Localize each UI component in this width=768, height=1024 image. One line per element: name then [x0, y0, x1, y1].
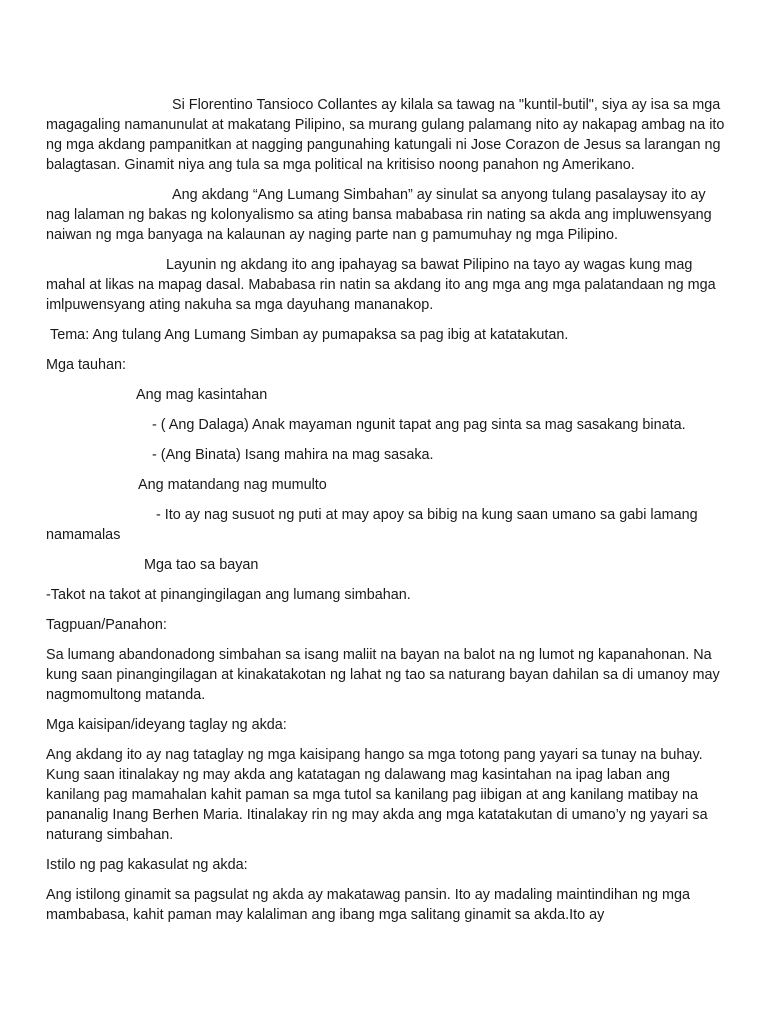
tauhan-mag-kasintahan: Ang mag kasintahan: [136, 387, 268, 403]
paragraph-layunin: Layunin ng akdang ito ang ipahayag sa bawat Pilipino na tayo ay wagas kung mag mahal at likas na mapag dasal. Mababasa rin natin sa akdang ito ang mga ang mga palatandaan ng mga imlpuwensyang ating nakuha sa mga dayuhang mananakop.: [46, 257, 716, 313]
tagpuan-heading: Tagpuan/Panahon:: [46, 617, 167, 633]
tauhan-heading: Mga tauhan:: [46, 357, 127, 373]
tema-line: Tema: Ang tulang Ang Lumang Simban ay pumapaksa sa pag ibig at katatakutan.: [50, 327, 569, 343]
kaisipan-heading: Mga kaisipan/ideyang taglay ng akda:: [46, 717, 287, 733]
document-page: [46, 95, 726, 935]
paragraph-akda-intro: Ang akdang “Ang Lumang Simbahan” ay sinulat sa anyong tulang pasalaysay ito ay nag lalaman ng bakas ng kolonyalismo sa ating bansa mababasa rin nating sa akda ang impluwensyang naiwan ng mga banyaga na kalaunan ay naging parte nan g pamumuhay ng mga Pilipino.: [46, 187, 712, 243]
kaisipan-text: Ang akdang ito ay nag tataglay ng mga kaisipang hango sa mga totong pang yayari sa tunay na buhay. Kung saan itinalakay ng may akda ang katatagan ng dalawang mag kasintahan na ipag laban ang kanilang pag mamahalan kahit paman sa mga tutol sa kanilang pag iibigan at ang kanilang matibay na pananalig Inang Berhen Maria. Itinalakay rin ng may akda ang mga katatakutan di umano’y ng yayari sa naturang simbahan.: [46, 747, 708, 843]
paragraph-author-intro: Si Florentino Tansioco Collantes ay kilala sa tawag na "kuntil-butil", siya ay isa sa mga magagaling namanunulat at makatang Pilipino, sa murang gulang palamang nito ay nakapag ambag na ito ng mga akdang pampanitkan at nagging pangunahing katungali ni Jose Corazon de Jesus sa larangan ng balagtasan. Ginamit niya ang tula sa mga political na kritisiso noong panahon ng Amerikano.: [46, 97, 725, 173]
tauhan-matanda-desc: - Ito ay nag susuot ng puti at may apoy sa bibig na kung saan umano sa gabi lamang namamalas: [46, 507, 698, 543]
istilo-text: Ang istilong ginamit sa pagsulat ng akda ay makatawag pansin. Ito ay madaling maintindihan ng mga mambabasa, kahit paman may kalaliman ang ibang mga salitang ginamit sa akda.Ito ay: [46, 887, 690, 923]
tagpuan-text: Sa lumang abandonadong simbahan sa isang maliit na bayan na balot na ng lumot ng kapanahonan. Na kung saan pinangingilagan at kinakatakotan ng lahat ng tao sa naturang bayan dahilan sa di umanoy may nagmomultong matanda.: [46, 647, 720, 703]
tauhan-binata: - (Ang Binata) Isang mahira na mag sasaka.: [152, 447, 434, 463]
istilo-heading: Istilo ng pag kakasulat ng akda:: [46, 857, 248, 873]
tauhan-tao-desc: -Takot na takot at pinangingilagan ang lumang simbahan.: [46, 587, 411, 603]
tauhan-matanda: Ang matandang nag mumulto: [138, 477, 327, 493]
tauhan-tao-sa-bayan: Mga tao sa bayan: [144, 557, 259, 573]
tauhan-dalaga: - ( Ang Dalaga) Anak mayaman ngunit tapat ang pag sinta sa mag sasakang binata.: [152, 417, 686, 433]
